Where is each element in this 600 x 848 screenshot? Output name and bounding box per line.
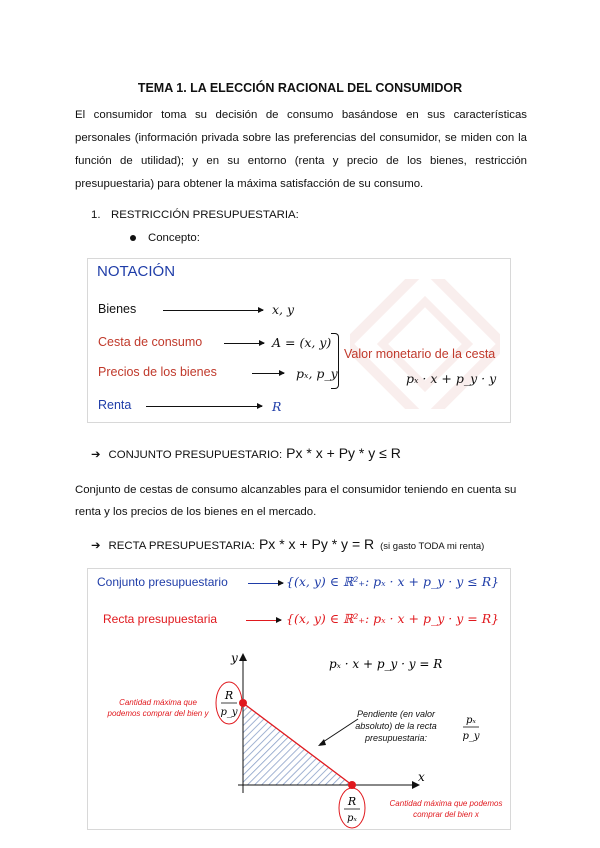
bullet-concepto [130, 232, 200, 244]
notation-label-cesta: Cesta de consumo [98, 335, 203, 349]
x-intercept-den: pₓ [347, 813, 357, 824]
section-label: RESTRICCIÓN PRESUPUESTARIA: [111, 209, 299, 221]
arrow-icon [163, 310, 263, 311]
intro-paragraph: El consumidor toma su decisión de consumo basándose en sus características personales (información privada sobre las preferencias del consumidor, se miden con la función de utilidad); y en su entorno (renta y precio de los bienes, restricción presupuestaria) para obtener la máxima satisfacción de su consumo. [75, 109, 527, 190]
recta-presupuestaria-label: Recta presupuestaria [103, 612, 218, 626]
conjunto-line [91, 445, 401, 461]
recta-set: {(x, y) ∈ ℝ²₊: pₓ · x + p_y · y = R} [286, 611, 500, 626]
section-number: 1. [91, 209, 101, 221]
slope-den: p_y [462, 731, 480, 742]
notation-title: NOTACIÓN [97, 263, 176, 280]
slope-arrow-icon [318, 739, 326, 746]
notation-label-bienes: Bienes [98, 302, 137, 316]
bullet-dot-icon [130, 235, 136, 241]
max-x-note: Cantidad máxima que podemos comprar del bien x [389, 799, 503, 819]
notation-label-precios: Precios de los bienes [98, 365, 217, 379]
y-intercept-den: p_y [220, 707, 238, 718]
recta-line [91, 536, 484, 552]
x-axis-label: x [418, 770, 425, 784]
budget-equation: pₓ · x + p_y · y = R [329, 657, 443, 671]
watermark-icon [350, 279, 500, 409]
conjunto-presupuestario-label: Conjunto presupuestario [97, 575, 228, 589]
y-intercept-num: R [224, 689, 234, 702]
max-y-note: Cantidad máxima que podemos comprar del bien y [107, 698, 209, 718]
notation-box [87, 258, 511, 423]
right-arrow-icon: ➔ [91, 449, 101, 461]
x-intercept-num: R [347, 795, 357, 808]
conjunto-paragraph: Conjunto de cestas de consumo alcanzables para el consumidor teniendo en cuenta su renta y los precios de los bienes en el mercado. [75, 484, 517, 518]
brace-icon [331, 333, 339, 389]
notation-math-bienes: x, y [272, 302, 295, 317]
arrow-icon [146, 406, 262, 407]
recta-note: (si gasto TODA mi renta) [380, 541, 485, 552]
recta-label: RECTA PRESUPUESTARIA: [108, 540, 255, 552]
valor-label: Valor monetario de la cesta [344, 347, 496, 361]
budget-box [87, 568, 511, 830]
slope-note: Pendiente (en valor absoluto) de la recta presupuestaria: [355, 709, 437, 743]
arrow-icon [224, 343, 264, 344]
y-axis-arrow-icon [239, 653, 247, 661]
notation-math-renta: R [272, 399, 282, 414]
slope-num: pₓ [466, 715, 476, 726]
recta-formula: Px * x + Py * y = R [258, 536, 375, 552]
notation-label-renta: Renta [98, 398, 132, 412]
conjunto-formula: Px * x + Py * y ≤ R [286, 445, 401, 461]
conjunto-label: CONJUNTO PRESUPUESTARIO: [108, 449, 283, 461]
y-axis-label: y [231, 651, 238, 665]
notation-math-precios: pₓ, p_y [296, 366, 338, 381]
section-restriccion [91, 209, 299, 221]
bullet-label: Concepto: [148, 232, 200, 244]
right-arrow-icon: ➔ [91, 540, 101, 552]
conjunto-set: {(x, y) ∈ ℝ²₊: pₓ · x + p_y · y ≤ R} [286, 574, 500, 589]
notation-math-cesta: A = (x, y) [272, 335, 332, 350]
arrow-icon [252, 373, 284, 374]
page-title: TEMA 1. LA ELECCIÓN RACIONAL DEL CONSUMIDOR [137, 81, 463, 95]
y-intercept-point [239, 699, 247, 707]
valor-equation: pₓ · x + p_y · y [406, 371, 497, 386]
